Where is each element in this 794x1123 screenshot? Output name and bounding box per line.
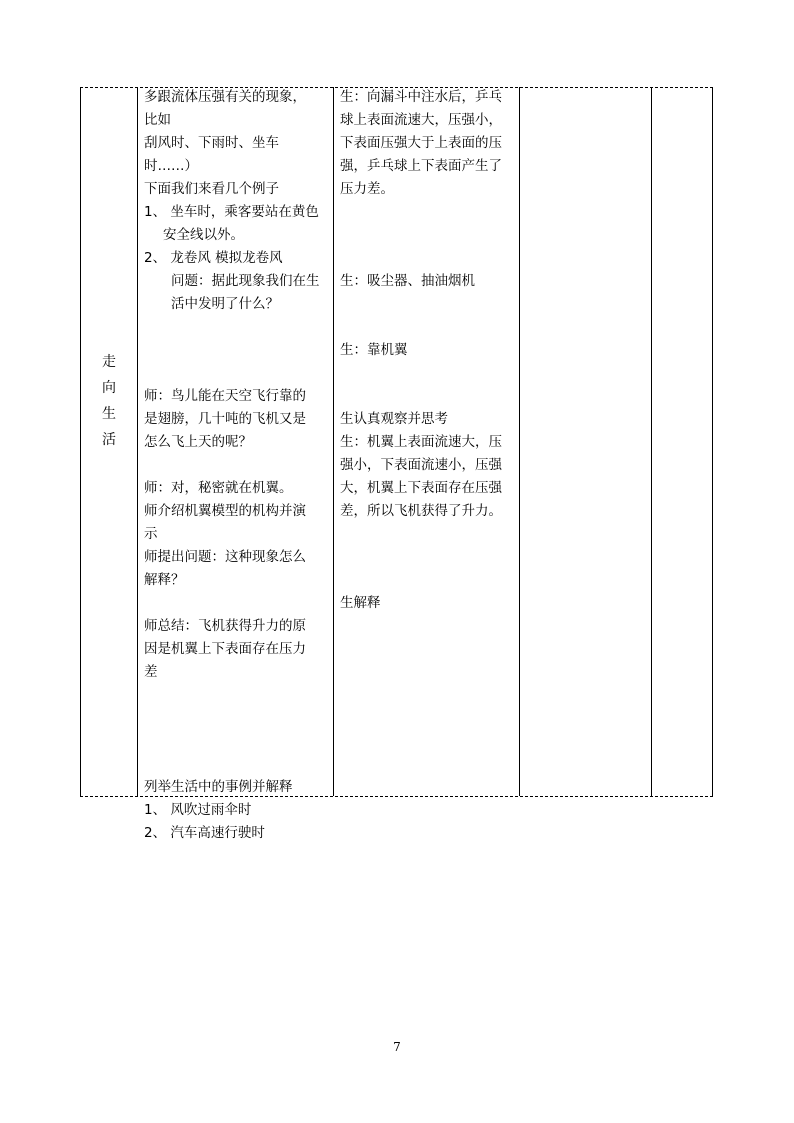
text-line: 解释？: [144, 572, 185, 588]
text-line: 师总结：飞机获得升力的原: [144, 618, 306, 634]
text-line: 师介绍机翼模型的机构并演: [144, 503, 306, 519]
text-line: 生认真观察并思考: [340, 411, 448, 427]
text-line: 生：向漏斗中注水后，乒乓: [340, 89, 502, 105]
text-line: 生：机翼上表面流速大，压: [340, 434, 502, 450]
blank-line: [144, 753, 329, 776]
text-line: 示: [144, 526, 158, 542]
blank-line: [144, 592, 329, 615]
blank-line: [340, 293, 515, 316]
text-line: 列举生活中的事例并解释: [144, 779, 293, 795]
blank-line: [340, 546, 515, 569]
column-divider: [651, 87, 652, 796]
blank-line: [340, 247, 515, 270]
text-line: 下表面压强大于上表面的压: [340, 135, 502, 151]
text-line: 是翅膀，几十吨的飞机又是: [144, 411, 306, 427]
blank-line: [340, 362, 515, 385]
lesson-plan-table: [80, 87, 713, 841]
blank-line: [144, 316, 329, 339]
text-line: 比如: [144, 112, 171, 128]
blank-line: [144, 454, 329, 477]
blank-line: [144, 339, 329, 362]
column-divider: [333, 87, 334, 796]
blank-line: [340, 569, 515, 592]
blank-line: [340, 201, 515, 224]
text-line: 生解释: [340, 595, 381, 611]
text-line: 师提出问题：这种现象怎么: [144, 549, 306, 565]
teacher-activity-cell: [144, 86, 329, 845]
blank-line: [340, 224, 515, 247]
text-line: 生：吸尘器、抽油烟机: [340, 273, 475, 289]
text-line: 问题：据此现象我们在生: [171, 273, 320, 289]
text-line: 刮风时、下雨时、坐车: [144, 135, 279, 151]
section-label-char: 走: [102, 354, 116, 370]
text-line: 活中发明了什么？: [171, 296, 279, 312]
column-divider: [137, 87, 138, 796]
section-label-char: 活: [102, 432, 116, 448]
text-line: 差，所以飞机获得了升力。: [340, 503, 502, 519]
text-line: 怎么飞上天的呢？: [144, 434, 252, 450]
text-line: 安全线以外。: [163, 227, 244, 243]
text-line: 差: [144, 664, 158, 680]
text-line: 师：鸟儿能在天空飞行靠的: [144, 388, 306, 404]
section-label-char: 向: [102, 380, 116, 396]
page-number: 7: [393, 1040, 401, 1054]
blank-line: [340, 523, 515, 546]
column-divider: [519, 87, 520, 796]
blank-line: [144, 362, 329, 385]
section-label: [81, 349, 137, 453]
text-line: 强，乒乓球上下表面产生了: [340, 158, 502, 174]
section-label-char: 生: [102, 406, 116, 422]
text-line: 压力差。: [340, 181, 394, 197]
student-activity-cell: [340, 86, 515, 615]
text-line: 时……）: [144, 158, 198, 174]
text-line: 生：靠机翼: [340, 342, 408, 358]
text-line: 因是机翼上下表面存在压力: [144, 641, 306, 657]
text-line: 球上表面流速大，压强小，: [340, 112, 502, 128]
text-line: 2、 龙卷风 模拟龙卷风: [144, 250, 283, 266]
text-line: 大，机翼上下表面存在压强: [340, 480, 502, 496]
blank-line: [340, 385, 515, 408]
blank-line: [340, 316, 515, 339]
blank-line: [144, 707, 329, 730]
text-line: 1、 风吹过雨伞时: [144, 802, 252, 818]
text-line: 下面我们来看几个例子: [144, 181, 279, 197]
text-line: 1、 坐车时，乘客要站在黄色: [144, 204, 319, 220]
blank-line: [144, 684, 329, 707]
text-line: 师：对，秘密就在机翼。: [144, 480, 293, 496]
text-line: 2、 汽车高速行驶时: [144, 825, 265, 841]
text-line: 强小，下表面流速小，压强: [340, 457, 502, 473]
blank-line: [144, 730, 329, 753]
text-line: 多跟流体压强有关的现象，: [144, 89, 306, 105]
